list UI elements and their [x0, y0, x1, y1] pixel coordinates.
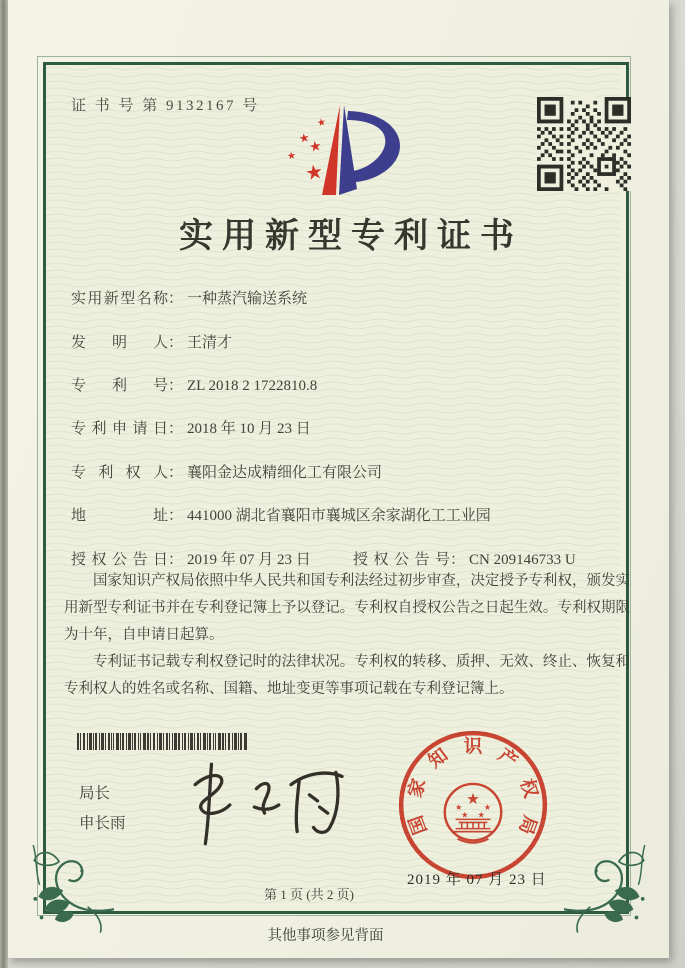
field-row-patentee: [71, 461, 382, 482]
field-row-inventor: [71, 331, 232, 352]
seal-char: 国: [405, 812, 431, 838]
svg-text:★: ★: [307, 137, 324, 156]
certificate-number: 证 书 号 第 9132167 号: [71, 98, 260, 114]
barcode: [77, 733, 247, 750]
seal-char: 产: [494, 744, 522, 772]
svg-text:★: ★: [303, 158, 326, 186]
field-colon: ：: [168, 552, 184, 568]
field-value: ZL 2018 2 1722810.8: [187, 378, 318, 394]
field-label: 专利申请日: [71, 421, 168, 437]
svg-text:★: ★: [483, 802, 492, 813]
logo-p-bowl: [347, 111, 400, 182]
logo-stars: [286, 117, 327, 186]
field-label: 实用新型名称: [71, 291, 168, 307]
field-row-grant: [71, 548, 631, 569]
signer-name: 申长雨: [79, 815, 126, 832]
field-label: 发明人: [71, 335, 168, 351]
paragraph-grant-statement: 国家知识产权局依照中华人民共和国专利法经过初步审查，决定授予专利权，颁发实用新型专利证书并在专利登记簿上予以登记。专利权自授权公告之日起生效。专利权期限为十年，自申请日起算。: [64, 573, 630, 643]
field-value: 王清才: [187, 335, 233, 351]
seal-char: 知: [424, 744, 452, 772]
field-colon: ：: [168, 378, 184, 394]
grant-no-pair: [353, 548, 576, 569]
certificate-page: [8, 0, 669, 958]
field-colon: ：: [168, 465, 184, 481]
grant-date-pair: [71, 552, 311, 568]
director-signature: [166, 754, 361, 856]
legal-text: [64, 568, 630, 703]
svg-text:★: ★: [316, 116, 328, 130]
signer-block: [79, 779, 126, 839]
field-row-patent-no: [71, 374, 317, 395]
field-value: CN 209146733 U: [469, 552, 576, 568]
field-value: 一种蒸汽输送系统: [187, 291, 308, 307]
field-label: 专利权人: [71, 465, 168, 481]
field-label: 专利号: [71, 378, 168, 394]
field-value: 2019 年 07 月 23 日: [187, 552, 311, 568]
field-row-filing-date: [71, 417, 311, 438]
seal-char: 权: [516, 776, 542, 800]
seal-char: 识: [463, 736, 483, 757]
svg-text:★: ★: [454, 802, 463, 813]
seal-char: 局: [515, 812, 541, 838]
reverse-side-note: 其他事项参见背面: [267, 928, 384, 944]
national-emblem: [445, 784, 501, 843]
svg-text:★: ★: [286, 150, 297, 163]
field-value: 2018 年 10 月 23 日: [187, 421, 311, 437]
svg-text:★: ★: [297, 130, 311, 146]
field-colon: ：: [168, 291, 184, 307]
cnipa-logo: [278, 99, 420, 197]
signer-title: 局长: [79, 785, 111, 802]
field-colon: ：: [168, 335, 184, 351]
seal-char: 家: [404, 776, 430, 800]
field-label: 授权公告日: [71, 552, 168, 568]
field-label: 授权公告号: [353, 552, 450, 568]
qr-code: [537, 97, 631, 191]
field-colon: ：: [450, 552, 466, 568]
field-row-address: [71, 504, 491, 525]
page-number-note: 第 1 页 (共 2 页): [264, 887, 354, 902]
svg-text:★: ★: [477, 809, 485, 820]
field-label: 地址: [71, 508, 168, 524]
seal-date: 2019 年 07 月 23 日: [407, 872, 547, 888]
svg-text:★: ★: [461, 809, 469, 820]
official-seal: [396, 728, 550, 882]
field-value: 441000 湖北省襄阳市襄城区余家湖化工工业园: [187, 508, 491, 524]
field-colon: ：: [168, 508, 184, 524]
field-colon: ：: [168, 421, 184, 437]
field-value: 襄阳金达成精细化工有限公司: [187, 465, 383, 481]
certificate-title: 实用新型专利证书: [179, 218, 523, 255]
svg-text:★: ★: [466, 789, 480, 808]
field-row-name: [71, 287, 307, 308]
paragraph-register-statement: 专利证书记载专利权登记时的法律状况。专利权的转移、质押、无效、终止、恢复和专利权人的姓名或名称、国籍、地址变更等事项记载在专利登记簿上。: [64, 654, 630, 697]
book-spine-shadow: [0, 0, 8, 968]
